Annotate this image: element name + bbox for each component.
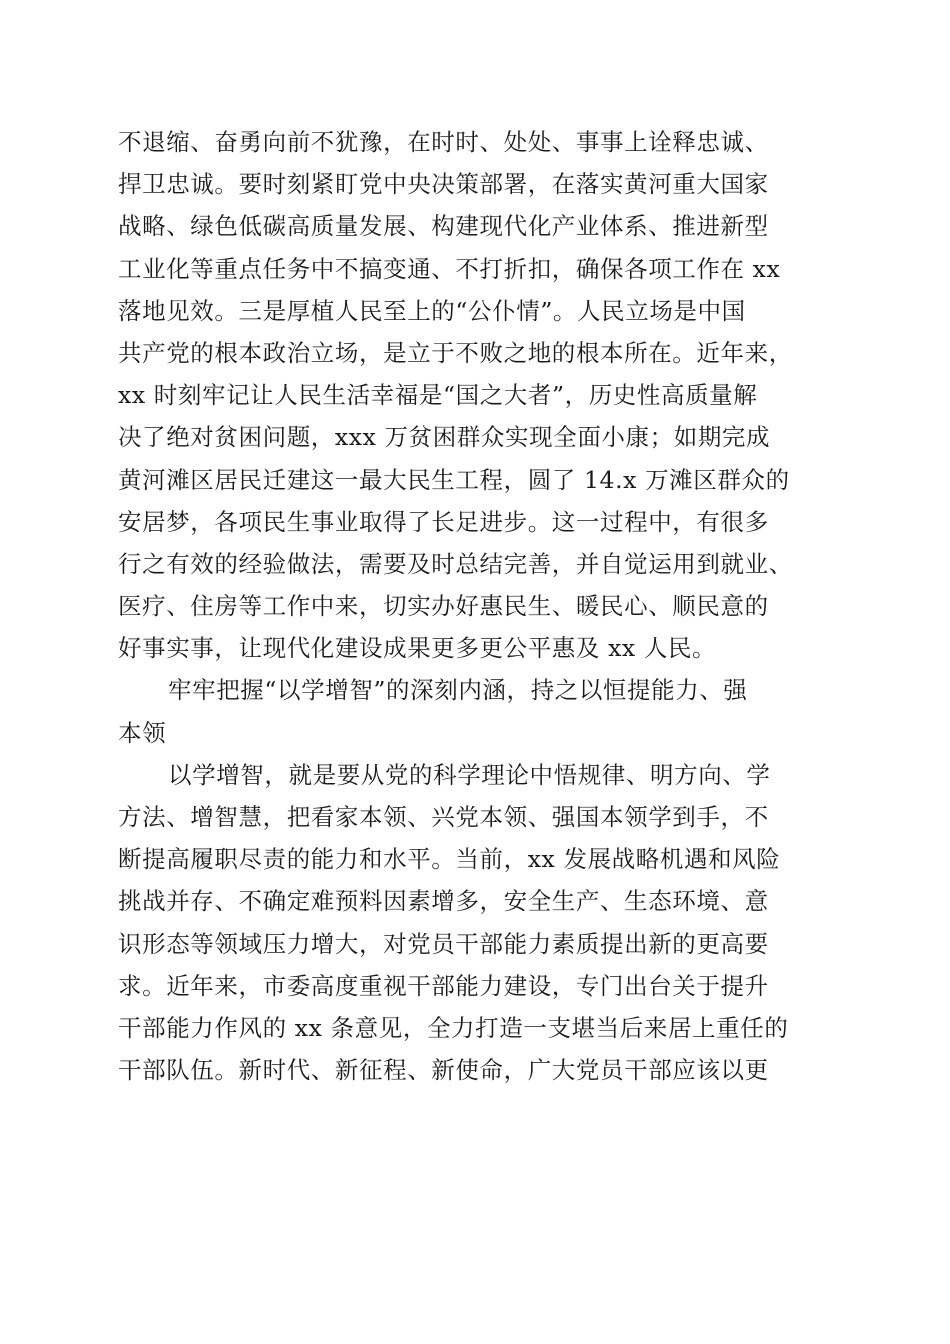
text-line: 不退缩、奋勇向前不犹豫，在时时、处处、事事上诠释忠诚、 [118, 128, 769, 156]
text-line: 行之有效的经验做法，需要及时总结完善，并自觉运用到就业、 [118, 549, 793, 578]
text-line: 战略、绿色低碳高质量发展、构建现代化产业体系、推进新型 [118, 212, 769, 241]
text-line: 好事实事，让现代化建设成果更多更公平惠及 xx 人民。 [118, 634, 717, 663]
text-line: 挑战并存、不确定难预料因素增多，安全生产、生态环境、意 [118, 887, 769, 916]
text-line: 医疗、住房等工作中来，切实办好惠民生、暖民心、顺民意的 [118, 592, 769, 621]
body-text [118, 121, 838, 1091]
text-line: 干部能力作风的 xx 条意见，全力打造一支堪当后来居上重任的 [118, 1013, 789, 1042]
paragraph-first-line: 以学增智，就是要从党的科学理论中悟规律、明方向、学 [168, 760, 771, 789]
text-line: 安居梦，各项民生事业取得了长足进步。这一过程中，有很多 [118, 507, 769, 536]
text-line: 干部队伍。新时代、新征程、新使命，广大党员干部应该以更 [118, 1056, 769, 1085]
text-line: 识形态等领域压力增大，对党员干部能力素质提出新的更高要 [118, 929, 769, 958]
section-heading-line: 牢牢把握“以学增智”的深刻内涵，持之以恒提能力、强 [168, 676, 748, 705]
text-line: 工业化等重点任务中不搞变通、不打折扣，确保各项工作在 xx [118, 254, 781, 283]
text-line: 决了绝对贫困问题，xxx 万贫困群众实现全面小康；如期完成 [118, 423, 771, 452]
text-line: 断提高履职尽责的能力和水平。当前，xx 发展战略机遇和风险 [118, 845, 781, 874]
text-line: 方法、增智慧，把看家本领、兴党本领、强国本领学到手，不 [118, 803, 769, 831]
text-line: xx 时刻牢记让人民生活幸福是“国之大者”，历史性高质量解 [118, 381, 758, 410]
section-heading-line: 本领 [118, 718, 167, 747]
text-line: 求。近年来，市委高度重视干部能力建设，专门出台关于提升 [118, 971, 769, 1000]
text-line: 捍卫忠诚。要时刻紧盯党中央决策部署，在落实黄河重大国家 [118, 170, 769, 199]
text-line: 落地见效。三是厚植人民至上的“公仆情”。人民立场是中国 [118, 296, 746, 325]
text-line: 黄河滩区居民迁建这一最大民生工程，圆了 14.x 万滩区群众的 [118, 465, 790, 494]
text-line: 共产党的根本政治立场，是立于不败之地的根本所在。近年来， [118, 338, 793, 367]
